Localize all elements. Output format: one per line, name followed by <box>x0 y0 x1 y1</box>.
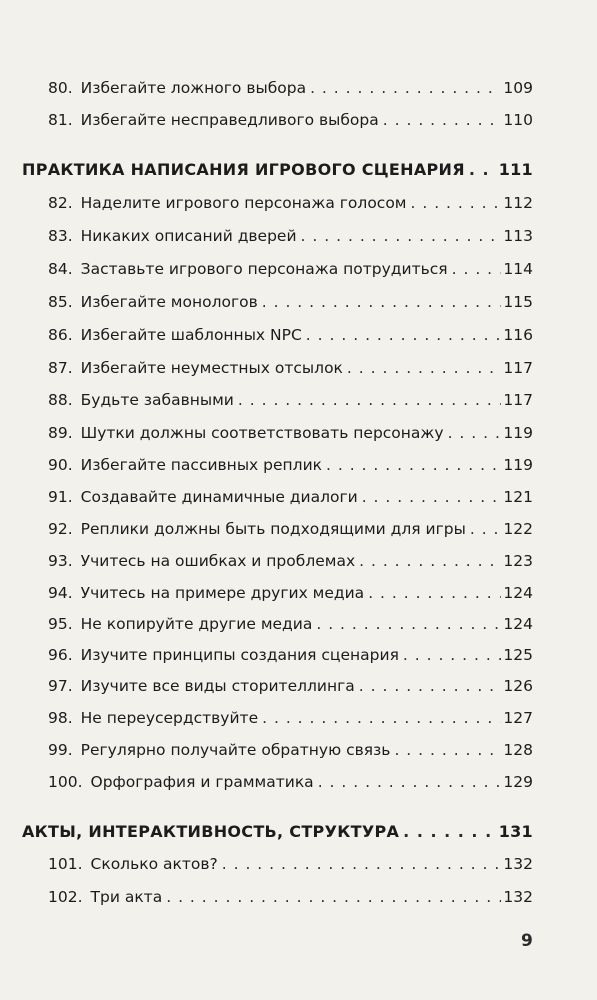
dot-leader <box>368 583 501 603</box>
toc-entry <box>48 708 533 728</box>
toc-entry-number: 92. <box>48 520 73 538</box>
dot-leader <box>359 676 502 696</box>
toc-entry <box>48 193 533 213</box>
dot-leader <box>411 193 502 213</box>
toc-entry-number: 85. <box>48 293 73 311</box>
toc-entry-title: Никаких описаний дверей <box>80 227 297 245</box>
toc-entry-number: 81. <box>48 111 73 129</box>
toc-entry <box>48 423 533 443</box>
toc-page-number: 132 <box>503 855 533 873</box>
toc-entry <box>48 740 533 760</box>
toc-entry-number: 88. <box>48 391 73 409</box>
dot-leader <box>222 854 502 874</box>
toc-entry <box>48 487 533 507</box>
toc-entry-title: Реплики должны быть подходящими для игры <box>80 520 466 538</box>
toc-page-number: 119 <box>503 456 533 474</box>
dot-leader <box>238 390 502 410</box>
toc-entry-number: 83. <box>48 227 73 245</box>
toc-page-number: 112 <box>503 194 533 212</box>
toc-page-number: 115 <box>503 293 533 311</box>
toc-page-number: 116 <box>503 326 533 344</box>
page-number: 9 <box>521 931 533 951</box>
section-title: ПРАКТИКА НАПИСАНИЯ ИГРОВОГО СЦЕНАРИЯ <box>22 160 465 179</box>
toc-entry-title: Избегайте несправедливого выбора <box>80 111 379 129</box>
toc-page-number: 127 <box>503 709 533 727</box>
toc-entry <box>48 390 533 410</box>
toc-entry-number: 87. <box>48 359 73 377</box>
toc-entry-number: 91. <box>48 488 73 506</box>
toc-entry-title: Три акта <box>90 888 163 906</box>
toc-entry-number: 86. <box>48 326 73 344</box>
toc-entry-number: 97. <box>48 677 73 695</box>
toc-entry <box>48 645 533 665</box>
toc-page-number: 110 <box>503 111 533 129</box>
toc-entry <box>48 854 533 874</box>
toc-entry-title: Изучите принципы создания сценария <box>80 646 399 664</box>
toc-entry-title: Сколько актов? <box>90 855 218 873</box>
toc-page-number: 111 <box>498 160 533 179</box>
toc-entry <box>48 259 533 279</box>
dot-leader <box>383 110 502 130</box>
toc-page-number: 126 <box>503 677 533 695</box>
toc-entry <box>48 455 533 475</box>
dot-leader <box>316 614 501 634</box>
toc-page-number: 122 <box>503 520 533 538</box>
toc-page-number: 131 <box>498 822 533 841</box>
dot-leader <box>326 455 501 475</box>
toc-entry <box>48 772 533 792</box>
toc-entry-title: Избегайте пассивных реплик <box>80 456 323 474</box>
toc-entry-number: 90. <box>48 456 73 474</box>
toc-page-number: 113 <box>503 227 533 245</box>
toc-entry <box>48 676 533 696</box>
toc-entry-number: 82. <box>48 194 73 212</box>
toc-entry-number: 89. <box>48 424 73 442</box>
toc-entry-number: 96. <box>48 646 73 664</box>
toc-entry <box>48 551 533 571</box>
toc-page-number: 125 <box>503 646 533 664</box>
dot-leader <box>318 772 502 792</box>
toc-entry-title: Учитесь на примере других медиа <box>80 584 365 602</box>
toc-entry-number: 94. <box>48 584 73 602</box>
toc-entry-number: 93. <box>48 552 73 570</box>
toc-entry-title: Избегайте ложного выбора <box>80 79 307 97</box>
toc-entry <box>48 583 533 603</box>
dot-leader <box>347 358 501 378</box>
toc-entry-title: Избегайте шаблонных NPC <box>80 326 302 344</box>
toc-entry <box>48 358 533 378</box>
dot-leader <box>470 519 502 539</box>
dot-leader <box>262 708 501 728</box>
toc-entry-number: 80. <box>48 79 73 97</box>
toc-entry <box>48 325 533 345</box>
toc-entry-title: Изучите все виды сторителлинга <box>80 677 355 695</box>
toc-page-number: 117 <box>503 391 533 409</box>
dot-leader <box>452 259 502 279</box>
toc-entry <box>48 110 533 130</box>
dot-leader <box>469 160 497 180</box>
toc-page-number: 128 <box>503 741 533 759</box>
toc-page-number: 117 <box>503 359 533 377</box>
toc-entry-title: Заставьте игрового персонажа потрудиться <box>80 260 448 278</box>
toc-entry <box>48 887 533 907</box>
dot-leader <box>359 551 501 571</box>
dot-leader <box>310 78 501 98</box>
toc-page-number: 121 <box>503 488 533 506</box>
toc-entry <box>48 614 533 634</box>
toc-entry <box>48 519 533 539</box>
toc-entry-number: 95. <box>48 615 73 633</box>
toc-entry-number: 99. <box>48 741 73 759</box>
toc-page-number: 123 <box>503 552 533 570</box>
toc-page-number: 119 <box>503 424 533 442</box>
toc-section-heading <box>22 822 533 842</box>
dot-leader <box>394 740 501 760</box>
toc-entry-title: Избегайте неуместных отсылок <box>80 359 343 377</box>
toc-page-number: 124 <box>503 615 533 633</box>
section-title: АКТЫ, ИНТЕРАКТИВНОСТЬ, СТРУКТУРА <box>22 822 400 841</box>
toc-entry <box>48 292 533 312</box>
toc-page-number: 109 <box>503 79 533 97</box>
toc-entry-number: 102. <box>48 888 83 906</box>
dot-leader <box>306 325 502 345</box>
toc-entry-number: 100. <box>48 773 83 791</box>
toc-entry-title: Учитесь на ошибках и проблемах <box>80 552 356 570</box>
toc-page-number: 129 <box>503 773 533 791</box>
toc-entry <box>48 78 533 98</box>
dot-leader <box>448 423 502 443</box>
toc-section-heading <box>22 160 533 180</box>
toc-entry-title: Регулярно получайте обратную связь <box>80 741 391 759</box>
toc-entry <box>48 226 533 246</box>
toc-entry-title: Будьте забавными <box>80 391 234 409</box>
toc-entry-title: Избегайте монологов <box>80 293 258 311</box>
dot-leader <box>166 887 501 907</box>
toc-entry-title: Шутки должны соответствовать персонажу <box>80 424 444 442</box>
dot-leader <box>362 487 502 507</box>
toc-entry-number: 84. <box>48 260 73 278</box>
dot-leader <box>403 822 497 842</box>
toc-page-number: 124 <box>503 584 533 602</box>
toc-page-number: 114 <box>503 260 533 278</box>
toc-entry-title: Не переусердствуйте <box>80 709 259 727</box>
dot-leader <box>301 226 502 246</box>
toc-entry-title: Создавайте динамичные диалоги <box>80 488 358 506</box>
toc-page-number: 132 <box>503 888 533 906</box>
dot-leader <box>262 292 502 312</box>
toc-entry-title: Не копируйте другие медиа <box>80 615 313 633</box>
dot-leader <box>403 645 502 665</box>
toc-entry-number: 98. <box>48 709 73 727</box>
toc-entry-title: Орфография и грамматика <box>90 773 314 791</box>
toc-entry-title: Наделите игрового персонажа голосом <box>80 194 407 212</box>
toc-entry-number: 101. <box>48 855 83 873</box>
